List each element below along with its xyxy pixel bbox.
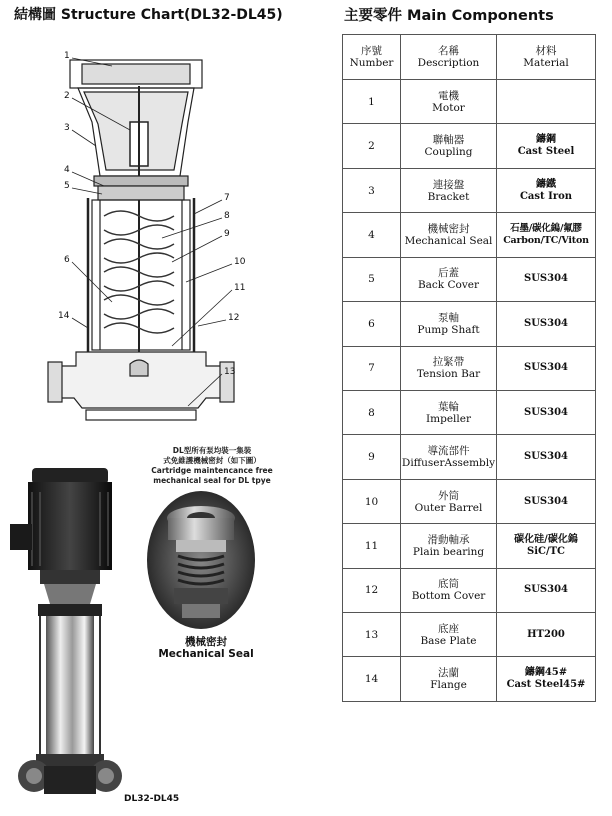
row-description bbox=[401, 568, 497, 612]
seal-label-cn: 機械密封 bbox=[185, 636, 227, 648]
row-number: 3 bbox=[343, 168, 401, 212]
row-description-en: Bracket bbox=[427, 190, 470, 203]
pump-photo bbox=[10, 462, 150, 798]
row-material-line1: SUS304 bbox=[523, 317, 569, 329]
row-description-cn: 電機 bbox=[438, 89, 459, 102]
row-description-cn: 法蘭 bbox=[438, 667, 459, 680]
pump-model-label: DL32-DL45 bbox=[124, 794, 180, 804]
pump-cross-section-drawing bbox=[12, 26, 322, 436]
row-material-line2: SiC/TC bbox=[526, 545, 566, 557]
row-material bbox=[497, 346, 596, 390]
callout-3: 3 bbox=[64, 123, 70, 133]
main-components-title: 主要零件 Main Components bbox=[344, 8, 554, 24]
callout-5: 5 bbox=[64, 181, 70, 191]
row-material bbox=[497, 257, 596, 301]
row-number: 14 bbox=[343, 657, 401, 702]
row-description bbox=[401, 346, 497, 390]
outer-barrel-photo bbox=[46, 616, 94, 756]
row-description-en: Motor bbox=[432, 101, 465, 114]
row-description-cn: 拉緊帶 bbox=[432, 356, 465, 369]
row-description bbox=[401, 657, 497, 702]
inlet-flange bbox=[48, 362, 62, 402]
row-description-en: Pump Shaft bbox=[417, 323, 480, 336]
row-description-cn: 泵軸 bbox=[438, 311, 459, 324]
row-material-line1: SUS304 bbox=[523, 362, 569, 374]
row-material-line2: Cast Steel45# bbox=[506, 679, 586, 691]
row-material-line1: HT200 bbox=[527, 628, 565, 640]
row-material-line2: Carbon/TC/Viton bbox=[503, 234, 589, 246]
row-material bbox=[497, 80, 596, 124]
row-description bbox=[401, 390, 497, 434]
row-description bbox=[401, 80, 497, 124]
row-description bbox=[401, 213, 497, 257]
table-row bbox=[343, 657, 596, 702]
row-description-cn: 滑動軸承 bbox=[427, 533, 470, 546]
row-number: 5 bbox=[343, 257, 401, 301]
table-header-row bbox=[343, 35, 596, 80]
row-material bbox=[497, 168, 596, 212]
header-number-cn: 序號 bbox=[361, 45, 382, 57]
bracket-plate bbox=[94, 176, 188, 186]
table-row bbox=[343, 257, 596, 301]
row-description-en: Back Cover bbox=[417, 279, 480, 292]
table-row bbox=[343, 346, 596, 390]
row-material-line1: SUS304 bbox=[523, 451, 569, 463]
row-material bbox=[497, 435, 596, 479]
row-number: 1 bbox=[343, 80, 401, 124]
row-material bbox=[497, 613, 596, 657]
row-description bbox=[401, 435, 497, 479]
row-number: 8 bbox=[343, 390, 401, 434]
callout-12: 12 bbox=[228, 313, 240, 323]
callout-14: 14 bbox=[58, 311, 70, 321]
row-material bbox=[497, 524, 596, 568]
outer-barrel bbox=[92, 200, 190, 350]
table-row bbox=[343, 568, 596, 612]
table-row bbox=[343, 213, 596, 257]
row-description bbox=[401, 168, 497, 212]
row-material-line1: 鑄鋼 bbox=[536, 134, 556, 146]
terminal-box bbox=[10, 524, 32, 550]
row-material-line1: SUS304 bbox=[523, 584, 569, 596]
row-description-en: DiffuserAssembly bbox=[401, 457, 496, 470]
row-number: 11 bbox=[343, 524, 401, 568]
row-material bbox=[497, 213, 596, 257]
row-number: 7 bbox=[343, 346, 401, 390]
structure-chart-title: 結構圖 Structure Chart(DL32-DL45) bbox=[14, 7, 283, 23]
motor-body bbox=[28, 482, 112, 570]
row-material-line1: SUS304 bbox=[523, 495, 569, 507]
seal-note-line-3: Cartridge maintencance free bbox=[151, 466, 273, 475]
seal-note bbox=[136, 446, 288, 486]
row-material-line2: Cast Iron bbox=[519, 190, 573, 202]
seal-label-en: Mechanical Seal bbox=[158, 648, 254, 660]
row-description-en: Outer Barrel bbox=[414, 501, 483, 514]
row-material bbox=[497, 657, 596, 702]
callout-11: 11 bbox=[234, 283, 246, 293]
row-number: 10 bbox=[343, 479, 401, 523]
row-description bbox=[401, 124, 497, 168]
table-row bbox=[343, 390, 596, 434]
row-material-line1: 石墨/碳化鎢/氟膠 bbox=[510, 222, 582, 234]
row-description bbox=[401, 524, 497, 568]
row-material-line1: 鑄鐵 bbox=[536, 178, 556, 190]
row-description-cn: 連接盤 bbox=[432, 178, 465, 191]
row-description-en: Flange bbox=[430, 679, 467, 692]
row-description-cn: 導流部件 bbox=[427, 445, 470, 458]
row-material-line1: SUS304 bbox=[523, 406, 569, 418]
seal-note-line-1: DL型所有泵均裝一集裝 bbox=[172, 446, 252, 455]
row-number: 9 bbox=[343, 435, 401, 479]
callout-7: 7 bbox=[224, 193, 230, 203]
seal-note-line-2: 式免維護機械密封（如下圖） bbox=[163, 456, 261, 465]
row-description-en: Bottom Cover bbox=[411, 590, 486, 603]
row-description bbox=[401, 302, 497, 346]
row-number: 6 bbox=[343, 302, 401, 346]
row-description-en: Coupling bbox=[424, 146, 473, 159]
callout-8: 8 bbox=[224, 211, 230, 221]
row-number: 12 bbox=[343, 568, 401, 612]
row-description-cn: 聯軸器 bbox=[432, 134, 465, 147]
row-description-cn: 底筒 bbox=[438, 578, 459, 591]
row-description-cn: 外筒 bbox=[438, 489, 459, 502]
table-row bbox=[343, 524, 596, 568]
row-description-en: Mechanical Seal bbox=[404, 234, 493, 247]
callout-13: 13 bbox=[224, 367, 236, 377]
row-material bbox=[497, 302, 596, 346]
row-number: 13 bbox=[343, 613, 401, 657]
impeller-stages bbox=[104, 211, 174, 333]
table-row bbox=[343, 124, 596, 168]
callout-1: 1 bbox=[64, 51, 70, 61]
row-description bbox=[401, 479, 497, 523]
row-material-line2: Cast Steel bbox=[517, 146, 575, 158]
table-row bbox=[343, 80, 596, 124]
callout-2: 2 bbox=[64, 91, 70, 101]
mechanical-seal-photo bbox=[146, 490, 256, 630]
row-description-cn: 底座 bbox=[438, 622, 459, 635]
table-row bbox=[343, 479, 596, 523]
callout-6: 6 bbox=[64, 255, 70, 265]
table-row bbox=[343, 435, 596, 479]
header-material-cn: 材料 bbox=[535, 45, 557, 57]
table-row bbox=[343, 302, 596, 346]
row-material bbox=[497, 479, 596, 523]
row-description-cn: 后蓋 bbox=[438, 267, 459, 280]
table-row bbox=[343, 613, 596, 657]
header-description-en: Description bbox=[417, 57, 480, 69]
table-row bbox=[343, 168, 596, 212]
row-material bbox=[497, 568, 596, 612]
row-description-en: Base Plate bbox=[420, 634, 477, 647]
header-number bbox=[343, 35, 401, 80]
row-material bbox=[497, 124, 596, 168]
main-components-table bbox=[342, 34, 596, 702]
header-description bbox=[401, 35, 497, 80]
row-description bbox=[401, 257, 497, 301]
row-material-line1: SUS304 bbox=[523, 273, 569, 285]
row-material-line1: 鑄鋼45# bbox=[524, 667, 568, 679]
seal-note-line-4: mechanical seal for DL tpye bbox=[153, 476, 271, 485]
row-number: 4 bbox=[343, 213, 401, 257]
row-number: 2 bbox=[343, 124, 401, 168]
row-description-en: Impeller bbox=[426, 412, 471, 425]
callout-10: 10 bbox=[234, 257, 246, 267]
row-description-en: Tension Bar bbox=[416, 368, 481, 381]
row-description bbox=[401, 613, 497, 657]
callout-4: 4 bbox=[64, 165, 70, 175]
callout-9: 9 bbox=[224, 229, 230, 239]
row-description-cn: 葉輪 bbox=[438, 400, 459, 413]
row-description-en: Plain bearing bbox=[412, 545, 485, 558]
row-description-cn: 機械密封 bbox=[427, 222, 470, 235]
base-foot bbox=[86, 410, 196, 420]
row-material-line1: 碳化硅/碳化鎢 bbox=[514, 533, 578, 545]
header-material bbox=[497, 35, 596, 80]
header-description-cn: 名稱 bbox=[438, 45, 459, 57]
header-material-en: Material bbox=[523, 57, 569, 69]
header-number-en: Number bbox=[349, 57, 394, 69]
row-material bbox=[497, 390, 596, 434]
